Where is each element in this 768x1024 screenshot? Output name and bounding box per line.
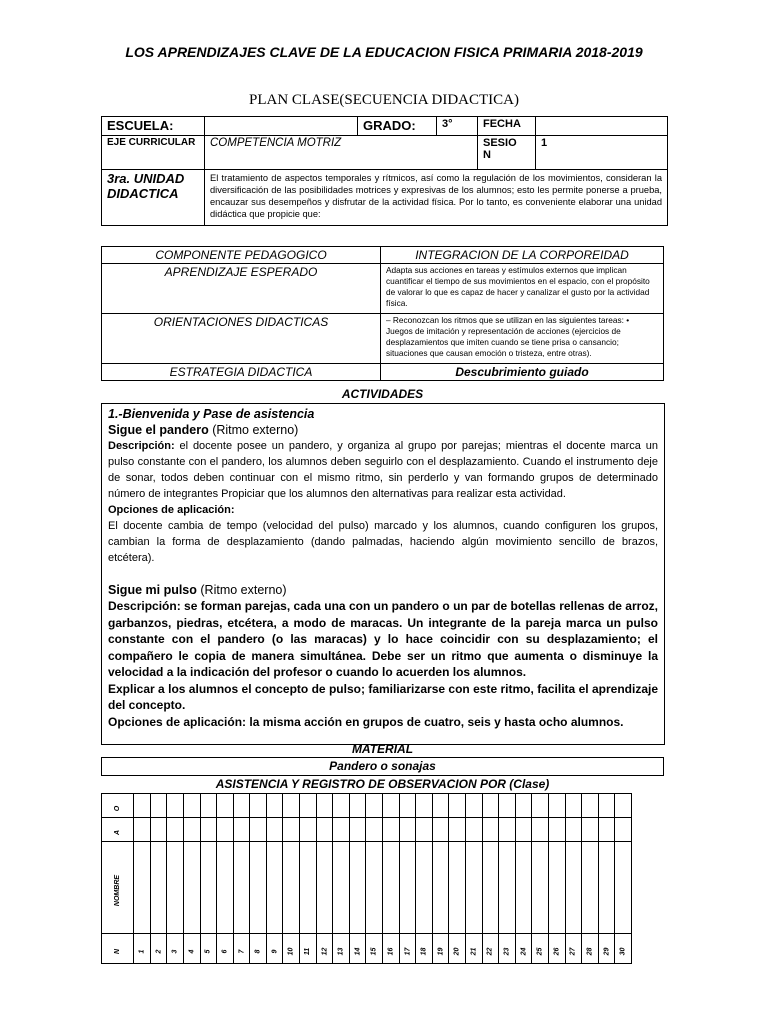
attendance-number: 4	[188, 949, 196, 953]
estrategia-label: ESTRATEGIA DIDACTICA	[102, 364, 381, 381]
attendance-number-cell	[200, 934, 217, 964]
activity-2-desc-label: Descripción:	[108, 599, 181, 613]
attendance-cell	[266, 842, 283, 934]
attendance-number-cell	[432, 934, 449, 964]
activity-2-options-text: la misma acción en grupos de cuatro, seis y hasta ocho alumnos.	[246, 714, 624, 729]
activity-1-subtitle: (Ritmo externo)	[208, 423, 299, 437]
attendance-cell	[399, 842, 416, 934]
eje-label: EJE CURRICULAR	[102, 136, 205, 170]
attendance-cell	[615, 794, 632, 818]
attendance-cell	[416, 794, 433, 818]
attendance-cell	[183, 842, 200, 934]
eje-value: COMPETENCIA MOTRIZ	[205, 136, 478, 170]
attendance-grid-wrap	[101, 793, 632, 964]
material-value: Pandero o sonajas	[101, 757, 664, 776]
attendance-cell	[532, 818, 549, 842]
attendance-number-cell	[499, 934, 516, 964]
attendance-row-label-text: N	[114, 948, 122, 954]
activity-1-options-label: Opciones de aplicación:	[108, 504, 235, 516]
attendance-number: 1	[138, 949, 146, 953]
attendance-cell	[183, 818, 200, 842]
attendance-number-cell	[565, 934, 582, 964]
orientaciones-value: – Reconozcan los ritmos que se utilizan en las siguientes tareas: • Juegos de imitación y representación de acciones (ejercicios de desplazamientos que imiten cuando se tiene prisa o cansancio; situaciones que causan emoción o tristeza, entre otras).	[381, 314, 664, 364]
attendance-cell	[250, 842, 267, 934]
attendance-cell	[383, 818, 400, 842]
escuela-value	[205, 117, 358, 136]
estrategia-value: Descubrimiento guiado	[381, 364, 664, 381]
sesion-label: SESIO N	[478, 136, 536, 170]
attendance-number-cell	[183, 934, 200, 964]
attendance-number-cell	[416, 934, 433, 964]
attendance-number: 5	[204, 949, 212, 953]
attendance-cell	[217, 842, 234, 934]
attendance-cell	[565, 818, 582, 842]
attendance-number: 23	[503, 947, 511, 955]
attendance-number-cell	[316, 934, 333, 964]
attendance-cell	[200, 794, 217, 818]
plan-table	[101, 246, 664, 381]
attendance-cell	[598, 794, 615, 818]
attendance-cell	[167, 842, 184, 934]
attendance-number: 20	[453, 947, 461, 955]
attendance-number-cell	[515, 934, 532, 964]
attendance-cell	[349, 842, 366, 934]
sesion-value: 1	[536, 136, 668, 170]
attendance-cell	[134, 818, 151, 842]
attendance-number-cell	[582, 934, 599, 964]
attendance-cell	[333, 842, 350, 934]
attendance-cell	[482, 818, 499, 842]
attendance-number-cell	[615, 934, 632, 964]
attendance-cell	[598, 842, 615, 934]
attendance-cell	[499, 842, 516, 934]
attendance-number: 11	[304, 947, 312, 955]
attendance-number-cell	[217, 934, 234, 964]
activity-2-title: Sigue mi pulso	[108, 583, 197, 597]
activity-2-options-label: Opciones de aplicación:	[108, 714, 247, 729]
attendance-number: 24	[520, 947, 528, 955]
attendance-number-cell	[399, 934, 416, 964]
fecha-label: FECHA	[478, 117, 536, 136]
activity-heading: 1.-Bienvenida y Pase de asistencia	[108, 407, 315, 421]
attendance-cell	[316, 794, 333, 818]
attendance-number: 16	[387, 947, 395, 955]
attendance-cell	[316, 818, 333, 842]
info-table	[101, 116, 668, 226]
activity-2-description	[108, 598, 658, 681]
attendance-row-label	[102, 794, 134, 818]
attendance-cell	[200, 818, 217, 842]
activity-2-subtitle: (Ritmo externo)	[196, 583, 287, 597]
attendance-cell	[482, 842, 499, 934]
attendance-cell	[532, 794, 549, 818]
attendance-cell	[383, 794, 400, 818]
activity-1-title-line	[108, 422, 658, 438]
attendance-cell	[300, 818, 317, 842]
componente-value: INTEGRACION DE LA CORPOREIDAD	[381, 247, 664, 264]
escuela-label: ESCUELA:	[102, 117, 205, 136]
attendance-number: 7	[237, 949, 245, 953]
activity-2-title-line	[108, 582, 658, 598]
attendance-cell	[482, 794, 499, 818]
attendance-cell	[217, 794, 234, 818]
attendance-number: 26	[553, 947, 561, 955]
attendance-cell	[432, 794, 449, 818]
attendance-number-cell	[482, 934, 499, 964]
attendance-number: 28	[586, 947, 594, 955]
activity-1-description	[108, 438, 658, 502]
unidad-text: El tratamiento de aspectos temporales y rítmicos, así como la regulación de los movimientos, consideran la diversificación de las posibilidades motrices y expresivas de los alumnos; esto les permite ponerse a prueba, encauzar sus desempeños y disfrutar de la actividad física. Por lo tanto, es conveniente elaborar una unidad didáctica que propicie que:	[205, 170, 668, 226]
activity-1-options-text: El docente cambia de tempo (velocidad del pulso) marcado y los alumnos, cuando configuren los grupos, cambian la forma de desplazamiento (dando palmadas, haciendo algún movimiento sencillo de brazos, etcétera).	[108, 520, 658, 564]
attendance-number: 6	[221, 949, 229, 953]
attendance-cell	[183, 794, 200, 818]
attendance-number: 8	[254, 949, 262, 953]
attendance-number: 17	[403, 947, 411, 955]
componente-label: COMPONENTE PEDAGOGICO	[102, 247, 381, 264]
fecha-value	[536, 117, 668, 136]
attendance-cell	[366, 818, 383, 842]
attendance-row	[102, 842, 632, 934]
attendance-cell	[615, 818, 632, 842]
attendance-cell	[266, 818, 283, 842]
attendance-number-cell	[466, 934, 483, 964]
attendance-number-cell	[266, 934, 283, 964]
plan-title: PLAN CLASE(SECUENCIA DIDACTICA)	[249, 92, 519, 108]
attendance-number-cell	[383, 934, 400, 964]
attendance-number: 2	[155, 949, 163, 953]
attendance-grid	[101, 793, 632, 964]
attendance-cell	[150, 794, 167, 818]
attendance-cell	[316, 842, 333, 934]
attendance-cell	[449, 818, 466, 842]
attendance-number-cell	[366, 934, 383, 964]
attendance-number: 29	[603, 947, 611, 955]
attendance-number-cell	[134, 934, 151, 964]
attendance-cell	[399, 818, 416, 842]
attendance-cell	[548, 818, 565, 842]
attendance-number-cell	[150, 934, 167, 964]
attendance-cell	[283, 842, 300, 934]
attendance-row	[102, 818, 632, 842]
attendance-row-label	[102, 934, 134, 964]
attendance-cell	[233, 842, 250, 934]
activity-1-desc-text: el docente posee un pandero, y organiza al grupo por parejas; mientras el docente marca un pulso constante con el pandero, los alumnos deben seguirlo con el desplazamiento. Cuando el instrumento deje de sonar, todos deben continuar con el mismo ritmo, sin perderlo y van formando grupos de determinado número de integrantes Propiciar que los alumnos den alternativas para realizar esta actividad.	[108, 440, 658, 500]
attendance-cell	[150, 842, 167, 934]
attendance-row	[102, 934, 632, 964]
unidad-label: 3ra. UNIDAD DIDACTICA	[102, 170, 205, 226]
attendance-cell	[515, 842, 532, 934]
attendance-number: 18	[420, 947, 428, 955]
attendance-cell	[134, 842, 151, 934]
attendance-cell	[300, 794, 317, 818]
activity-2-options	[108, 714, 658, 731]
attendance-cell	[366, 794, 383, 818]
attendance-cell	[466, 794, 483, 818]
attendance-cell	[233, 794, 250, 818]
orientaciones-label: ORIENTACIONES DIDACTICAS	[102, 314, 381, 364]
grado-label: GRADO:	[358, 117, 437, 136]
attendance-number: 27	[569, 947, 577, 955]
attendance-row-label-text: A	[114, 829, 122, 835]
attendance-cell	[499, 794, 516, 818]
attendance-cell	[333, 818, 350, 842]
attendance-number-cell	[250, 934, 267, 964]
attendance-cell	[333, 794, 350, 818]
attendance-cell	[283, 794, 300, 818]
attendance-number: 10	[287, 947, 295, 955]
attendance-cell	[217, 818, 234, 842]
grado-value: 3°	[437, 117, 478, 136]
attendance-number: 21	[470, 947, 478, 955]
attendance-number-cell	[283, 934, 300, 964]
attendance-cell	[499, 818, 516, 842]
attendance-cell	[565, 794, 582, 818]
attendance-cell	[366, 842, 383, 934]
attendance-cell	[416, 842, 433, 934]
activity-2-extra: Explicar a los alumnos el concepto de pulso; familiarizarse con este ritmo, facilita el aprendizaje del concepto.	[108, 681, 658, 712]
attendance-cell	[167, 794, 184, 818]
actividades-label: ACTIVIDADES	[341, 387, 424, 401]
attendance-cell	[200, 842, 217, 934]
attendance-row-label	[102, 842, 134, 934]
attendance-number: 25	[536, 947, 544, 955]
attendance-cell	[515, 818, 532, 842]
attendance-cell	[283, 818, 300, 842]
attendance-cell	[449, 842, 466, 934]
attendance-number: 12	[320, 947, 328, 955]
attendance-number-cell	[167, 934, 184, 964]
attendance-number: 15	[370, 947, 378, 955]
attendance-cell	[233, 818, 250, 842]
attendance-cell	[466, 842, 483, 934]
attendance-cell	[416, 818, 433, 842]
actividades-box	[101, 403, 665, 745]
attendance-number: 14	[354, 947, 362, 955]
attendance-cell	[532, 842, 549, 934]
activity-1-desc-label: Descripción:	[108, 440, 175, 452]
attendance-number-cell	[300, 934, 317, 964]
attendance-row-label	[102, 818, 134, 842]
attendance-cell	[565, 842, 582, 934]
attendance-cell	[466, 818, 483, 842]
attendance-number: 30	[619, 947, 627, 955]
asistencia-label: ASISTENCIA Y REGISTRO DE OBSERVACION POR (Clase)	[215, 777, 550, 791]
attendance-number: 13	[337, 947, 345, 955]
activity-1-title: Sigue el pandero	[108, 423, 209, 437]
attendance-number: 22	[486, 947, 494, 955]
attendance-cell	[266, 794, 283, 818]
attendance-cell	[250, 818, 267, 842]
attendance-cell	[250, 794, 267, 818]
attendance-cell	[615, 842, 632, 934]
attendance-number-cell	[548, 934, 565, 964]
material-label: MATERIAL	[351, 742, 414, 756]
attendance-cell	[598, 818, 615, 842]
attendance-cell	[582, 818, 599, 842]
attendance-cell	[167, 818, 184, 842]
attendance-number-cell	[598, 934, 615, 964]
attendance-number-cell	[333, 934, 350, 964]
attendance-cell	[300, 842, 317, 934]
attendance-number-cell	[349, 934, 366, 964]
attendance-cell	[399, 794, 416, 818]
attendance-number-cell	[532, 934, 549, 964]
attendance-row-label-text: NOMBRE	[114, 874, 122, 906]
attendance-row	[102, 794, 632, 818]
attendance-cell	[383, 842, 400, 934]
attendance-number-cell	[233, 934, 250, 964]
attendance-cell	[548, 842, 565, 934]
attendance-number-cell	[449, 934, 466, 964]
aprendizaje-value: Adapta sus acciones en tareas y estímulos externos que implican cuantificar el tiempo de sus movimientos en el espacio, con el propósito de valorar lo que es capaz de hacer y canalizar el gusto por la actividad física.	[381, 264, 664, 314]
attendance-cell	[548, 794, 565, 818]
attendance-cell	[432, 818, 449, 842]
attendance-cell	[449, 794, 466, 818]
attendance-number: 3	[171, 949, 179, 953]
attendance-cell	[432, 842, 449, 934]
attendance-row-label-text: O	[114, 805, 122, 811]
aprendizaje-label: APRENDIZAJE ESPERADO	[102, 264, 381, 314]
attendance-cell	[349, 794, 366, 818]
attendance-cell	[349, 818, 366, 842]
attendance-cell	[582, 794, 599, 818]
attendance-number: 19	[437, 947, 445, 955]
attendance-cell	[150, 818, 167, 842]
attendance-number: 9	[271, 949, 279, 953]
attendance-cell	[134, 794, 151, 818]
attendance-cell	[515, 794, 532, 818]
document-title: LOS APRENDIZAJES CLAVE DE LA EDUCACION FISICA PRIMARIA 2018-2019	[125, 44, 643, 60]
attendance-cell	[582, 842, 599, 934]
activity-2-desc-text: se forman parejas, cada una con un pandero o un par de botellas rellenas de arroz, garbanzos, piedras, etcétera, a modo de maracas. Un integrante de la pareja marca un pulso constante con el pandero (o las maracas) y lo hace coincidir con su desplazamiento; el compañero le copia de manera simultánea. Debe ser un ritmo que aumenta o disminuye la velocidad a la indicación del profesor o cuando lo acuerden los alumnos.	[108, 599, 658, 679]
